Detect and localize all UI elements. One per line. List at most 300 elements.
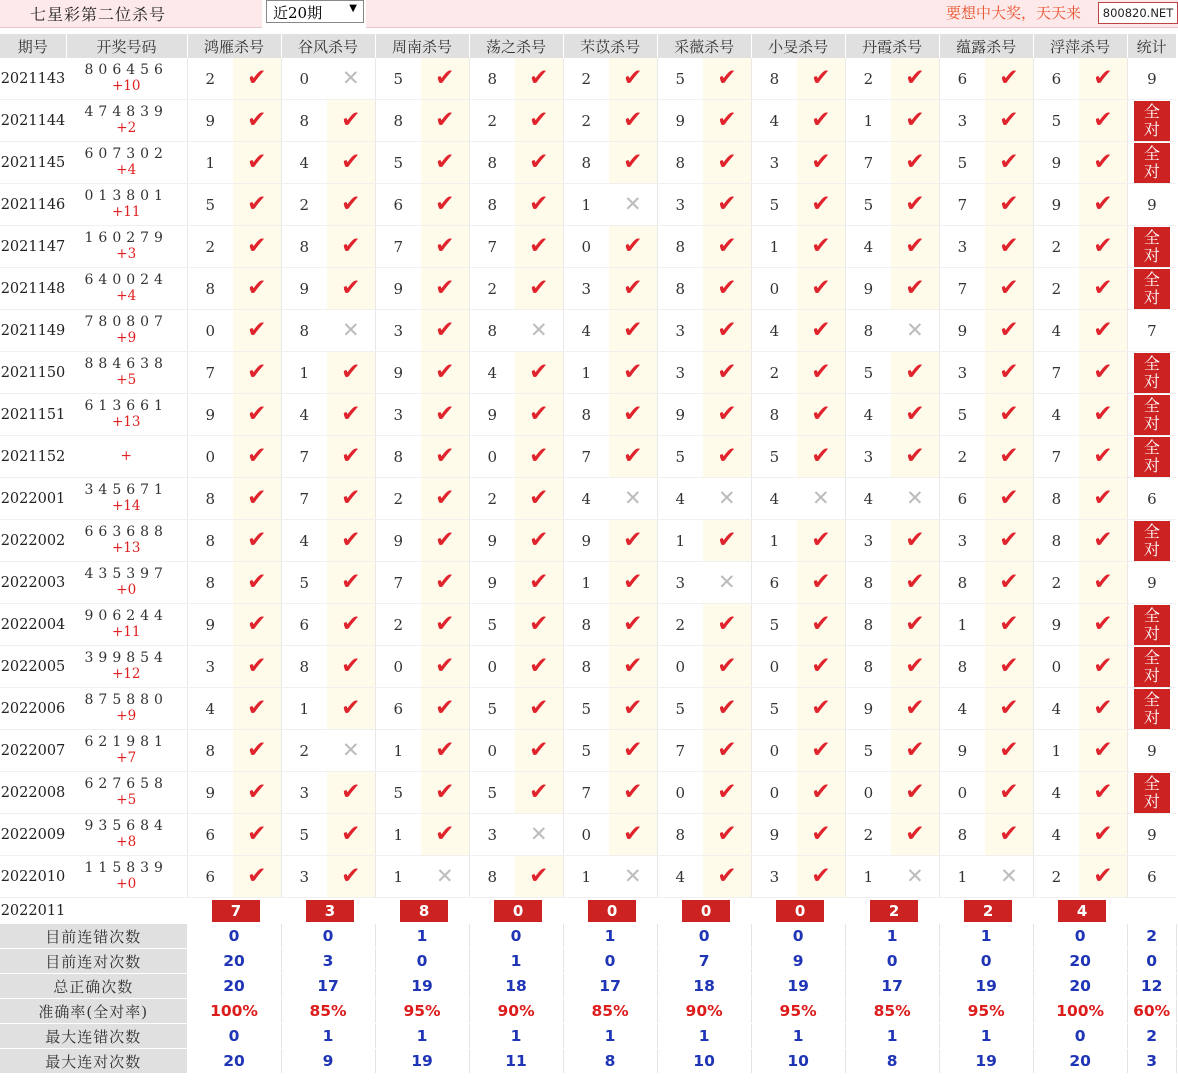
table-row [0,58,1176,100]
summary-value: 1 [563,924,657,949]
summary-value: 19 [939,974,1033,999]
result-cell [891,604,939,646]
check-icon: ✔ [247,107,267,133]
kill-number-cell: 9 [375,268,421,310]
kill-number-cell: 8 [1033,478,1079,520]
result-cell [233,646,281,688]
kill-number-cell: 3 [939,100,985,142]
kill-number-cell: 2 [563,100,609,142]
result-cell [985,772,1033,814]
kill-number-cell: 8 [563,142,609,184]
kill-number-cell: 8 [939,646,985,688]
summary-value: 0 [845,949,939,974]
kill-number-cell: 9 [187,100,233,142]
kill-number-cell: 3 [657,184,703,226]
stat-cell: 6 [1127,478,1176,520]
kill-number-cell: 0 [281,58,327,100]
summary-value: 20 [187,1049,281,1074]
draw-cell [66,58,187,100]
summary-value: 95% [939,999,1033,1024]
cross-icon: ✕ [624,486,642,510]
check-icon: ✔ [717,275,737,301]
kill-number-cell: 9 [187,772,233,814]
result-cell [1079,436,1127,478]
check-icon: ✔ [999,695,1019,721]
check-icon: ✔ [905,779,925,805]
summary-value: 19 [375,974,469,999]
check-icon: ✔ [811,695,831,721]
summary-value: 85% [845,999,939,1024]
kill-number-cell: 2 [751,352,797,394]
period-range-value: 近20期 [273,4,323,22]
kill-number-cell: 1 [939,856,985,898]
draw-cell [66,142,187,184]
check-icon: ✔ [247,695,267,721]
check-icon: ✔ [717,443,737,469]
result-cell [797,268,845,310]
draw-sum: +13 [112,413,141,430]
kill-number-cell: 5 [751,436,797,478]
kill-number-cell: 4 [1033,772,1079,814]
draw-sum: +8 [116,833,137,850]
kill-number-cell: 5 [469,688,515,730]
kill-number-cell: 9 [563,520,609,562]
summary-value: 20 [1033,974,1127,999]
result-cell [891,688,939,730]
check-icon: ✔ [811,737,831,763]
kill-number-cell: 5 [469,772,515,814]
current-period-label: 当前期杀号 [66,898,187,925]
kill-number-cell: 8 [187,478,233,520]
result-cell [891,100,939,142]
check-icon: ✔ [811,65,831,91]
result-cell [703,268,751,310]
result-cell [797,100,845,142]
check-icon: ✔ [999,359,1019,385]
result-cell [985,478,1033,520]
result-cell [515,436,563,478]
check-icon: ✔ [247,191,267,217]
summary-value: 95% [375,999,469,1024]
check-icon: ✔ [1093,233,1113,259]
check-icon: ✔ [247,65,267,91]
all-right-badge: 全 对 [1134,269,1170,309]
result-cell [609,856,657,898]
kill-number-cell: 7 [563,772,609,814]
column-header-expert: 周南杀号 [375,34,469,58]
summary-label: 最大连对次数 [0,1049,187,1074]
kill-number-cell: 8 [281,226,327,268]
kill-number-cell: 0 [1033,646,1079,688]
kill-number-cell: 5 [845,184,891,226]
check-icon: ✔ [905,443,925,469]
kill-number-cell: 0 [751,646,797,688]
result-cell [1079,184,1127,226]
all-right-badge: 全 对 [1134,143,1170,183]
kill-number-cell: 4 [751,478,797,520]
kill-number-cell: 9 [657,394,703,436]
check-icon: ✔ [247,485,267,511]
summary-value: 1 [469,949,563,974]
draw-cell [66,310,187,352]
check-icon: ✔ [811,527,831,553]
check-icon: ✔ [435,779,455,805]
kill-number-cell: 1 [187,142,233,184]
result-cell [891,520,939,562]
site-badge[interactable]: 800820.NET [1098,2,1178,24]
result-cell [233,142,281,184]
check-icon: ✔ [905,611,925,637]
draw-sum: + [120,447,132,464]
kill-number-cell: 2 [1033,562,1079,604]
result-cell [233,58,281,100]
draw-numbers: 627658 [84,775,168,792]
check-icon: ✔ [435,611,455,637]
period-cell: 2022003 [0,562,66,604]
kill-number-cell: 8 [469,142,515,184]
check-icon: ✔ [247,653,267,679]
kill-number-cell: 4 [187,688,233,730]
result-cell [985,814,1033,856]
kill-number-cell: 4 [281,142,327,184]
check-icon: ✔ [435,191,455,217]
check-icon: ✔ [247,359,267,385]
current-kill-cell [751,898,845,925]
draw-sum: +5 [116,791,137,808]
current-kill-number: 3 [306,900,354,922]
check-icon: ✔ [341,107,361,133]
check-icon: ✔ [999,527,1019,553]
result-cell [609,310,657,352]
all-right-badge: 全 对 [1134,101,1170,141]
result-cell [327,772,375,814]
result-cell [1079,478,1127,520]
kill-number-cell: 5 [657,58,703,100]
kill-number-cell: 0 [657,772,703,814]
check-icon: ✔ [435,65,455,91]
result-cell [327,100,375,142]
result-cell [515,646,563,688]
kill-number-cell: 9 [845,268,891,310]
result-cell [703,310,751,352]
kill-number-cell: 2 [375,478,421,520]
check-icon: ✔ [341,401,361,427]
period-cell: 2021144 [0,100,66,142]
kill-number-cell: 5 [375,58,421,100]
draw-sum: +0 [116,875,137,892]
kill-number-cell: 8 [375,436,421,478]
kill-number-cell: 2 [845,58,891,100]
kill-number-cell: 7 [1033,436,1079,478]
summary-value: 90% [657,999,751,1024]
kill-number-cell: 4 [845,478,891,520]
kill-number-cell: 2 [375,604,421,646]
kill-number-cell: 4 [469,352,515,394]
result-cell [985,394,1033,436]
period-cell: 2021145 [0,142,66,184]
result-cell [515,352,563,394]
draw-cell [66,268,187,310]
table-row [0,520,1176,562]
cross-icon: ✕ [906,486,924,510]
kill-number-cell: 2 [187,226,233,268]
current-stat-empty [1127,898,1176,925]
result-cell [609,352,657,394]
summary-value: 20 [187,949,281,974]
draw-sum: +12 [112,665,141,682]
stat-cell [1127,436,1176,478]
summary-value: 8 [563,1049,657,1074]
summary-row [0,1024,1176,1049]
result-cell [891,646,939,688]
result-cell [515,478,563,520]
kill-number-cell: 6 [187,856,233,898]
current-period-number: 2022011 [0,898,66,925]
check-icon: ✔ [717,863,737,889]
result-cell [985,268,1033,310]
result-cell [891,562,939,604]
all-right-badge: 全 对 [1134,437,1170,477]
result-cell [327,352,375,394]
result-cell [233,394,281,436]
check-icon: ✔ [717,779,737,805]
check-icon: ✔ [999,275,1019,301]
check-icon: ✔ [1093,191,1113,217]
kill-number-cell: 1 [281,352,327,394]
kill-number-cell: 8 [939,562,985,604]
result-cell [797,352,845,394]
check-icon: ✔ [247,317,267,343]
result-cell [609,184,657,226]
kill-number-cell: 4 [657,478,703,520]
summary-value: 8 [845,1049,939,1074]
period-range-select[interactable] [266,0,364,23]
summary-value: 9 [281,1049,375,1074]
header-row [0,34,1176,58]
kill-number-cell: 3 [845,436,891,478]
draw-sum: +13 [112,539,141,556]
current-kill-number: 0 [494,900,542,922]
period-cell: 2022007 [0,730,66,772]
kill-number-cell: 5 [563,730,609,772]
all-right-badge: 全 对 [1134,647,1170,687]
result-cell [233,352,281,394]
result-cell [703,646,751,688]
check-icon: ✔ [341,779,361,805]
check-icon: ✔ [1093,527,1113,553]
kill-number-cell: 5 [751,604,797,646]
period-cell: 2021148 [0,268,66,310]
result-cell [1079,310,1127,352]
check-icon: ✔ [811,149,831,175]
check-icon: ✔ [999,317,1019,343]
kill-number-cell: 0 [563,814,609,856]
result-cell [797,184,845,226]
draw-sum: +4 [116,287,137,304]
period-cell: 2021150 [0,352,66,394]
check-icon: ✔ [623,65,643,91]
current-period-row [0,898,1176,925]
draw-cell [66,394,187,436]
all-right-badge: 全 对 [1134,773,1170,813]
draw-numbers: 806456 [84,61,168,78]
check-icon: ✔ [623,653,643,679]
draw-cell [66,520,187,562]
kill-number-cell: 1 [845,100,891,142]
kill-number-cell: 4 [563,310,609,352]
kill-number-cell: 0 [563,226,609,268]
kill-number-cell: 8 [469,856,515,898]
table-row [0,436,1176,478]
kill-number-cell: 5 [751,688,797,730]
result-cell [609,688,657,730]
summary-value: 60% [1127,999,1176,1024]
table-row [0,226,1176,268]
result-cell [421,142,469,184]
check-icon: ✔ [717,317,737,343]
current-kill-number: 7 [212,900,260,922]
kill-number-cell: 9 [751,814,797,856]
result-cell [985,436,1033,478]
current-kill-number: 4 [1058,900,1106,922]
kill-number-cell: 3 [281,856,327,898]
cross-icon: ✕ [435,864,454,888]
result-cell [1079,562,1127,604]
result-cell [421,478,469,520]
check-icon: ✔ [247,821,267,847]
result-cell [327,310,375,352]
result-cell [797,772,845,814]
stat-cell: 7 [1127,310,1176,352]
result-cell [515,604,563,646]
all-right-badge: 全 对 [1134,395,1170,435]
draw-sum: +9 [116,329,137,346]
kill-number-cell: 4 [751,100,797,142]
check-icon: ✔ [247,737,267,763]
kill-number-cell: 8 [657,226,703,268]
result-cell [233,562,281,604]
period-cell: 2022005 [0,646,66,688]
kill-number-cell: 6 [751,562,797,604]
check-icon: ✔ [623,737,643,763]
summary-value: 0 [281,924,375,949]
summary-value: 1 [657,1024,751,1049]
draw-numbers: 613661 [84,397,168,414]
all-right-badge: 全 对 [1134,353,1170,393]
draw-numbers: 935684 [84,817,168,834]
result-cell [891,310,939,352]
result-cell [1079,268,1127,310]
check-icon: ✔ [717,695,737,721]
kill-number-cell: 8 [845,646,891,688]
kill-number-cell: 1 [375,730,421,772]
column-header-expert: 芣苡杀号 [563,34,657,58]
summary-value: 90% [469,999,563,1024]
check-icon: ✔ [435,149,455,175]
draw-cell [66,436,187,478]
cross-icon: ✕ [341,738,360,762]
result-cell [797,814,845,856]
draw-numbers: 160279 [84,229,168,246]
result-cell [233,268,281,310]
check-icon: ✔ [341,821,361,847]
result-cell [891,184,939,226]
result-cell [421,58,469,100]
check-icon: ✔ [811,107,831,133]
column-header-expert: 蕴露杀号 [939,34,1033,58]
kill-number-cell: 2 [563,58,609,100]
draw-sum: +7 [116,749,137,766]
kill-number-cell: 1 [281,688,327,730]
check-icon: ✔ [435,695,455,721]
kill-number-cell: 3 [375,394,421,436]
check-icon: ✔ [623,569,643,595]
draw-cell [66,100,187,142]
result-cell [233,184,281,226]
check-icon: ✔ [811,863,831,889]
cross-icon: ✕ [718,570,736,594]
kill-number-cell: 1 [563,352,609,394]
kill-number-cell: 5 [375,772,421,814]
kill-number-cell: 6 [375,688,421,730]
check-icon: ✔ [341,653,361,679]
result-cell [515,814,563,856]
table-row [0,814,1176,856]
check-icon: ✔ [529,611,549,637]
result-cell [233,772,281,814]
current-kill-number: 8 [400,900,448,922]
kill-number-cell: 4 [1033,814,1079,856]
kill-number-cell: 3 [939,352,985,394]
summary-value: 1 [939,1024,1033,1049]
result-cell [515,730,563,772]
period-cell: 2021146 [0,184,66,226]
kill-number-cell: 3 [657,310,703,352]
check-icon: ✔ [905,737,925,763]
check-icon: ✔ [247,401,267,427]
draw-numbers: 399854 [84,649,168,666]
summary-value: 0 [1033,1024,1127,1049]
check-icon: ✔ [529,485,549,511]
result-cell [1079,772,1127,814]
check-icon: ✔ [999,233,1019,259]
check-icon: ✔ [623,821,643,847]
column-header-expert: 鸿雁杀号 [187,34,281,58]
summary-value: 1 [563,1024,657,1049]
current-kill-number: 0 [776,900,824,922]
column-header-expert: 采薇杀号 [657,34,751,58]
summary-label: 准确率(全对率) [0,999,187,1024]
result-cell [327,142,375,184]
result-cell [703,436,751,478]
result-cell [327,478,375,520]
check-icon: ✔ [999,779,1019,805]
check-icon: ✔ [905,401,925,427]
stat-cell [1127,394,1176,436]
check-icon: ✔ [435,443,455,469]
check-icon: ✔ [1093,107,1113,133]
result-cell [891,856,939,898]
kill-number-cell: 8 [657,142,703,184]
result-cell [1079,604,1127,646]
all-right-badge: 全 对 [1134,521,1170,561]
result-cell [985,562,1033,604]
check-icon: ✔ [341,233,361,259]
result-cell [797,604,845,646]
kill-number-cell: 5 [375,142,421,184]
current-kill-cell [657,898,751,925]
summary-value: 0 [375,949,469,974]
